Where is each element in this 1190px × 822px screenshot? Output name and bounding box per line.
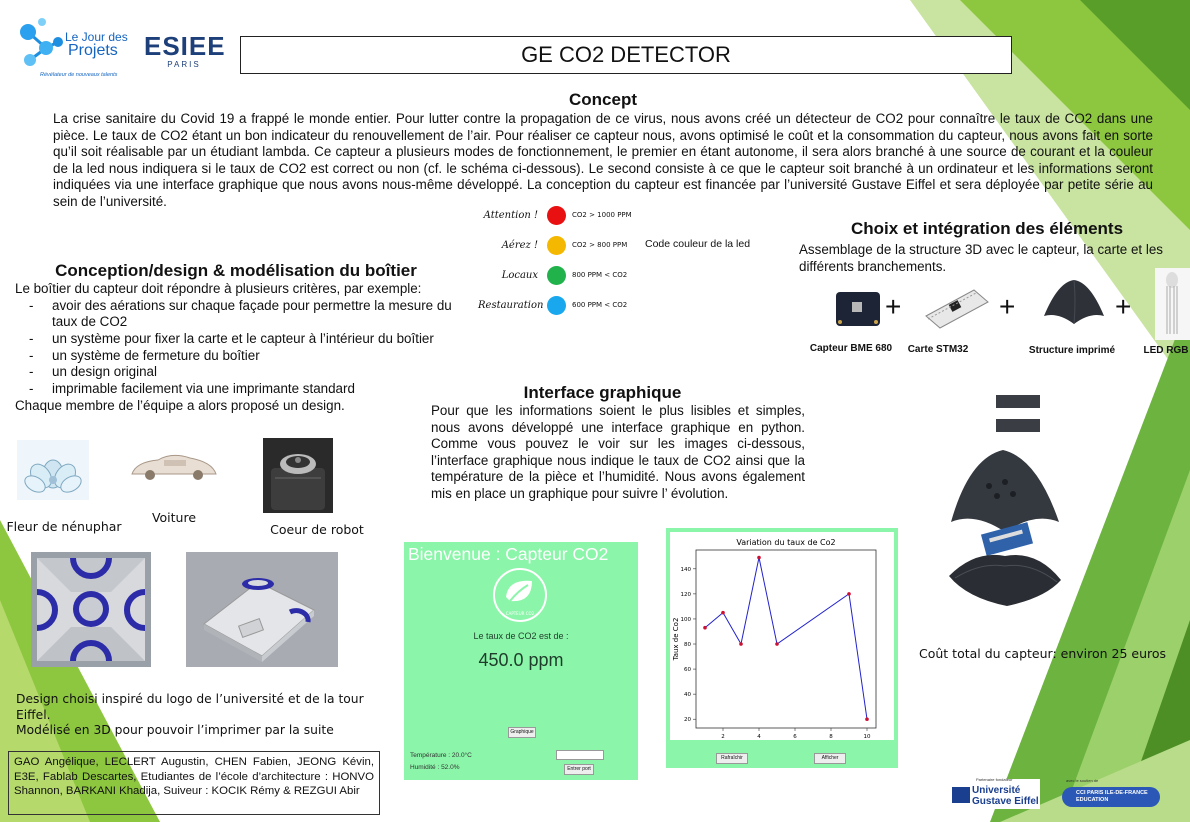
design-intro: Le boîtier du capteur doit répondre à plusieurs critères, par exemple: — [15, 281, 422, 296]
svg-text:CAPTEUR CO2: CAPTEUR CO2 — [505, 611, 535, 616]
logo-line2: Projets — [68, 42, 118, 59]
design-heading: Conception/design & modélisation du boîtier — [55, 261, 417, 280]
x-tick-label: 6 — [793, 734, 797, 740]
uge-small: Partenaire fondateur — [976, 777, 1013, 782]
components-heading: Choix et intégration des éléments — [850, 219, 1124, 238]
led-legend-label: Restauration — [478, 299, 544, 311]
design-body — [15, 281, 463, 414]
cci-line1: CCI PARIS ILE-DE-FRANCE — [1076, 790, 1148, 796]
y-tick-label: 20 — [684, 717, 691, 724]
y-tick-label: 120 — [680, 591, 691, 598]
total-cost: Coût total du capteur: environ 25 euros — [919, 646, 1167, 661]
x-tick-label: 10 — [863, 734, 871, 740]
equals-icon — [996, 395, 1040, 435]
led-rgb-image — [1155, 268, 1190, 340]
proposal-caption-1: Fleur de nénuphar — [6, 519, 122, 534]
led-legend-row — [478, 290, 648, 320]
uge-mark — [952, 787, 970, 803]
logo-line1: Le Jour des — [65, 30, 128, 44]
component-label-3: Structure imprimé — [1028, 345, 1116, 356]
chart-window — [666, 528, 898, 768]
chosen-design-text-2: Modélisé en 3D pour pouvoir l’imprimer par la suite — [16, 723, 334, 737]
led-legend-value: 600 PPM < CO2 — [572, 301, 628, 309]
y-tick-label: 80 — [684, 642, 691, 649]
y-axis-label: Taux de Co2 — [672, 617, 680, 661]
gui-heading: Interface graphique — [523, 383, 682, 402]
cci-line2: EDUCATION — [1076, 797, 1109, 803]
molecule-icon — [12, 14, 74, 76]
x-tick-label: 4 — [757, 734, 761, 740]
y-tick-label: 140 — [680, 566, 691, 573]
assembled-sensor-image — [945, 446, 1065, 621]
cci-small: avec le soutien de — [1066, 778, 1099, 783]
esiee-logo — [144, 32, 224, 69]
jour-des-projets-logo — [10, 12, 130, 82]
led-legend-caption: Code couleur de la led — [645, 238, 751, 250]
stm32-image — [922, 286, 992, 332]
led-legend — [478, 200, 648, 320]
esiee-sub: PARIS — [167, 60, 201, 69]
led-color-dot — [547, 266, 566, 285]
component-label-1: Capteur BME 680 — [809, 343, 893, 354]
chosen-design-text — [16, 692, 376, 739]
refresh-button[interactable]: Rafraîchir — [716, 753, 748, 764]
design-outro: Chaque membre de l’équipe a alors proposé un design. — [15, 397, 345, 413]
structure-image — [1038, 276, 1110, 332]
led-legend-label: Attention ! — [483, 209, 538, 221]
plus-icon: + — [999, 291, 1016, 322]
uge-logo — [950, 779, 1040, 809]
humidity-label: Humidité : 52.0% — [410, 764, 460, 771]
led-color-dot — [547, 206, 566, 225]
page-title: GE CO2 DETECTOR — [240, 36, 1012, 74]
led-color-dot — [547, 296, 566, 315]
robot-heart-image — [263, 438, 333, 513]
data-point — [721, 611, 725, 615]
component-label-2: Carte STM32 — [907, 344, 969, 355]
data-point — [775, 642, 779, 646]
led-legend-value: CO2 > 1000 PPM — [572, 211, 632, 219]
authors-box: GAO Angélique, LECLERT Augustin, CHEN Fabien, JEONG Kévin, E3E, Fablab Descartes, Etudiantes de l’école d’architecture : HONVO Shannon, BARKANI Khadija, Suiveur : KOCIK Rémy & REZGUI Abir — [8, 751, 380, 815]
cci-logo — [1062, 780, 1160, 808]
chosen-design-top-view — [31, 552, 151, 667]
uge-line2: Gustave Eiffel — [972, 796, 1039, 807]
show-button[interactable]: Afficher — [814, 753, 846, 764]
temperature-label: Température : 20.0°C — [410, 752, 472, 759]
uge-line1: Université — [972, 785, 1021, 796]
led-legend-value: CO2 > 800 PPM — [572, 241, 628, 249]
criteria-item: - un système de fermeture du boîtier — [15, 348, 463, 365]
component-label-4: LED RGB — [1143, 345, 1189, 356]
criteria-list — [15, 298, 463, 398]
logo-tagline: Révélateur de nouveaux talents — [40, 72, 118, 78]
esiee-main: ESIEE — [144, 31, 226, 61]
chosen-design-3d-view — [186, 552, 338, 667]
co2-rate-value: 450.0 ppm — [478, 650, 564, 670]
app-window — [404, 542, 638, 780]
app-title: Bienvenue : Capteur CO2 — [408, 544, 609, 564]
led-legend-row — [478, 230, 648, 260]
data-point — [847, 592, 851, 596]
data-point — [757, 556, 761, 560]
plus-icon: + — [1115, 291, 1132, 322]
gui-text: Pour que les informations soient le plus lisibles et simples, nous avons développé une interface graphique en python. Comme vous pouvez le voir sur les images ci-dessous, l’interface graphique nous indique le taux de CO2 ainsi que la température de la pièce et l’humidité. Nous avons également mis en place un graphique pour suivre l’ évolution. — [431, 403, 805, 501]
plus-icon: + — [885, 291, 902, 322]
criteria-item: - un design original — [15, 364, 463, 381]
bme680-image — [834, 290, 882, 328]
proposal-caption-3: Coeur de robot — [270, 522, 364, 537]
car-image — [128, 448, 220, 486]
led-color-dot — [547, 236, 566, 255]
chart-title: Variation du taux de Co2 — [736, 538, 836, 547]
app-logo — [492, 567, 548, 623]
x-tick-label: 8 — [829, 734, 833, 740]
port-input[interactable] — [556, 750, 604, 760]
plot-area — [696, 550, 876, 728]
y-tick-label: 60 — [684, 667, 691, 674]
components-text: Assemblage de la structure 3D avec le capteur, la carte et les différents branchements. — [799, 242, 1163, 274]
criteria-item: - avoir des aérations sur chaque façade pour permettre la mesure du taux de CO2 — [15, 298, 463, 331]
co2-rate-label: Le taux de CO2 est de : — [473, 631, 569, 641]
led-legend-value: 800 PPM < CO2 — [572, 271, 628, 279]
enter-port-button[interactable]: Entrer port — [564, 764, 594, 775]
criteria-item: - imprimable facilement via une imprimante standard — [15, 381, 463, 398]
criteria-item: - un système pour fixer la carte et le capteur à l’intérieur du boîtier — [15, 331, 463, 348]
data-point — [739, 642, 743, 646]
proposal-caption-2: Voiture — [151, 510, 197, 525]
chosen-design-text-1: Design choisi inspiré du logo de l’université et de la tour Eiffel. — [16, 692, 364, 722]
led-legend-label: Locaux — [501, 269, 538, 281]
co2-chart — [666, 528, 898, 744]
graph-button[interactable]: Graphique — [508, 727, 536, 738]
y-tick-label: 100 — [680, 616, 691, 623]
concept-heading: Concept — [569, 90, 637, 109]
led-legend-row — [478, 260, 648, 290]
data-point — [703, 626, 707, 630]
x-tick-label: 2 — [721, 734, 725, 740]
concept-text: La crise sanitaire du Covid 19 a frappé le monde entier. Pour lutter contre la propagation de ce virus, nous avons créé un détecteur de CO2 pour connaître le taux de CO2 dans une pièce. Le taux de CO2 étant un bon indicateur du renouvellement de l’air. Pour réaliser ce capteur nous, avons optimisé le coût et la consommation du capteur, nous avons fait en sorte qu’il soit réalisable par un étudiant lambda. Ce capteur a plusieurs modes de fonctionnement, le premier en étant autonome, il sera alors branché à une source de courant et la couleur de la led nous indiquera si le taux de CO2 est correct ou non (cf. le schéma ci-dessous). Le second consiste à ce que le capteur soit branché à un ordinateur et les informations seront indiquées via une interface graphique que nous avons nous-même développé. La conception du capteur est financée par l’université Gustave Eiffel et sera déployée par petite série au sein de l’université. — [53, 111, 1153, 209]
data-point — [865, 717, 869, 721]
lotus-image — [17, 440, 89, 500]
led-legend-row — [478, 200, 648, 230]
led-legend-label: Aérez ! — [501, 239, 538, 251]
y-tick-label: 40 — [684, 692, 691, 699]
